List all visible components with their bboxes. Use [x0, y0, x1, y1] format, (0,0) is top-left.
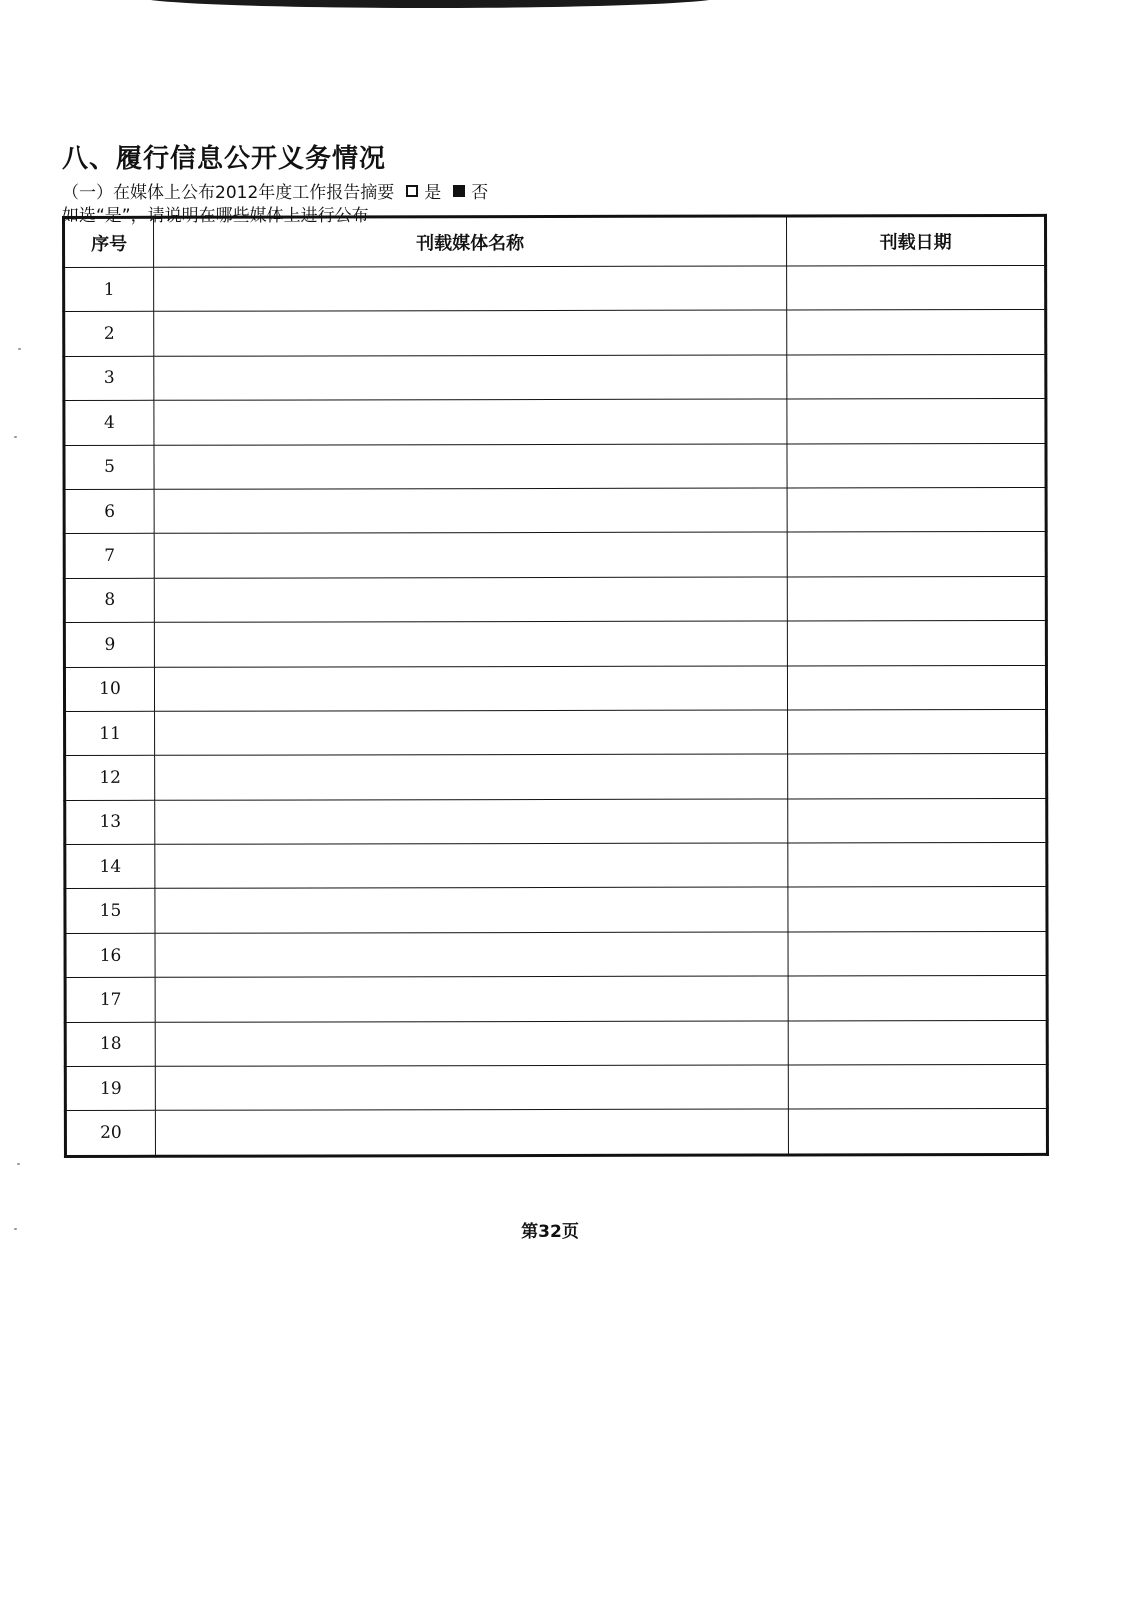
- row-publish-date-cell[interactable]: [788, 976, 1047, 1021]
- table-row: [64, 310, 1046, 356]
- row-publish-date-cell[interactable]: [787, 399, 1046, 444]
- row-media-name-cell[interactable]: [155, 710, 788, 756]
- scan-edge-shadow: [140, 0, 720, 8]
- table-row: [64, 532, 1046, 578]
- table-row: [64, 443, 1046, 489]
- scan-speck: [17, 1163, 20, 1165]
- row-publish-date-cell[interactable]: [787, 621, 1046, 666]
- row-media-name-cell[interactable]: [154, 577, 787, 623]
- row-media-name-cell[interactable]: [154, 399, 787, 445]
- table-row: [65, 798, 1047, 844]
- row-serial-no: 9: [64, 622, 154, 667]
- row-publish-date-cell[interactable]: [788, 843, 1047, 888]
- row-publish-date-cell[interactable]: [787, 665, 1046, 710]
- row-media-name-cell[interactable]: [155, 1109, 788, 1156]
- table-row: [65, 887, 1047, 933]
- row-serial-no: 19: [65, 1066, 155, 1111]
- row-serial-no: 7: [64, 534, 154, 579]
- no-checkbox[interactable]: [453, 185, 465, 197]
- row-media-name-cell[interactable]: [154, 266, 787, 312]
- table-row: [65, 709, 1047, 755]
- row-media-name-cell[interactable]: [154, 665, 787, 711]
- page-number: 第32页: [521, 1222, 579, 1242]
- yes-checkbox[interactable]: [406, 185, 418, 197]
- section-title: 八、履行信息公开义务情况: [62, 144, 387, 174]
- row-media-name-cell[interactable]: [154, 310, 787, 356]
- row-media-name-cell[interactable]: [155, 932, 788, 978]
- row-media-name-cell[interactable]: [155, 843, 788, 889]
- row-media-name-cell[interactable]: [155, 799, 788, 845]
- row-serial-no: 6: [64, 489, 154, 534]
- row-media-name-cell[interactable]: [154, 444, 787, 490]
- header-media-name: 刊载媒体名称: [154, 216, 787, 267]
- table-row: [65, 843, 1047, 889]
- table-header-row: [64, 215, 1046, 267]
- row-serial-no: 12: [65, 756, 155, 801]
- row-serial-no: 2: [64, 312, 154, 357]
- table-row: [64, 621, 1046, 667]
- row-serial-no: 16: [65, 933, 155, 978]
- publication-question: [62, 178, 488, 203]
- row-publish-date-cell[interactable]: [788, 709, 1047, 754]
- row-serial-no: 10: [64, 667, 154, 712]
- row-serial-no: 3: [64, 356, 154, 401]
- row-publish-date-cell[interactable]: [788, 754, 1047, 799]
- row-publish-date-cell[interactable]: [787, 265, 1046, 310]
- row-serial-no: 17: [65, 978, 155, 1023]
- row-serial-no: 15: [65, 889, 155, 934]
- yes-label: 是: [424, 183, 442, 203]
- row-publish-date-cell[interactable]: [787, 532, 1046, 577]
- row-publish-date-cell[interactable]: [788, 798, 1047, 843]
- row-publish-date-cell[interactable]: [787, 354, 1046, 399]
- row-serial-no: 1: [64, 267, 154, 312]
- row-media-name-cell[interactable]: [154, 355, 787, 401]
- row-media-name-cell[interactable]: [155, 1065, 788, 1111]
- row-publish-date-cell[interactable]: [788, 931, 1047, 976]
- table-row: [65, 1064, 1047, 1110]
- table-row: [64, 665, 1046, 711]
- row-publish-date-cell[interactable]: [787, 487, 1046, 532]
- row-media-name-cell[interactable]: [154, 532, 787, 578]
- row-media-name-cell[interactable]: [155, 976, 788, 1022]
- row-serial-no: 5: [64, 445, 154, 490]
- row-media-name-cell[interactable]: [155, 754, 788, 800]
- header-serial-no: 序号: [64, 217, 154, 267]
- table-row: [65, 1109, 1047, 1156]
- row-publish-date-cell[interactable]: [788, 1109, 1047, 1155]
- header-publish-date: 刊载日期: [787, 215, 1046, 266]
- row-serial-no: 11: [65, 711, 155, 756]
- row-publish-date-cell[interactable]: [788, 1064, 1047, 1109]
- table-row: [65, 976, 1047, 1022]
- row-media-name-cell[interactable]: [155, 1021, 788, 1067]
- table-row: [64, 265, 1046, 311]
- row-publish-date-cell[interactable]: [787, 443, 1046, 488]
- table-row: [64, 354, 1046, 400]
- scan-speck: [14, 436, 17, 438]
- no-label: 否: [471, 183, 489, 203]
- table-row: [65, 1020, 1047, 1066]
- row-serial-no: 8: [64, 578, 154, 623]
- row-serial-no: 4: [64, 400, 154, 445]
- row-media-name-cell[interactable]: [154, 621, 787, 667]
- media-table: [62, 214, 1049, 1158]
- table-row: [65, 931, 1047, 977]
- row-publish-date-cell[interactable]: [787, 310, 1046, 355]
- row-publish-date-cell[interactable]: [788, 887, 1047, 932]
- table-row: [64, 487, 1046, 533]
- row-serial-no: 14: [65, 844, 155, 889]
- row-media-name-cell[interactable]: [154, 488, 787, 534]
- row-publish-date-cell[interactable]: [788, 1020, 1047, 1065]
- instruction-text: 如选“是”，请说明在哪些媒体上进行公布: [62, 206, 369, 226]
- table-row: [64, 399, 1046, 445]
- row-publish-date-cell[interactable]: [787, 576, 1046, 621]
- table-row: [65, 754, 1047, 800]
- row-serial-no: 13: [65, 800, 155, 845]
- table-row: [64, 576, 1046, 622]
- row-serial-no: 20: [65, 1111, 155, 1157]
- row-serial-no: 18: [65, 1022, 155, 1067]
- question-text: （一）在媒体上公布2012年度工作报告摘要: [62, 183, 395, 203]
- row-media-name-cell[interactable]: [155, 887, 788, 933]
- scan-speck: [18, 348, 21, 350]
